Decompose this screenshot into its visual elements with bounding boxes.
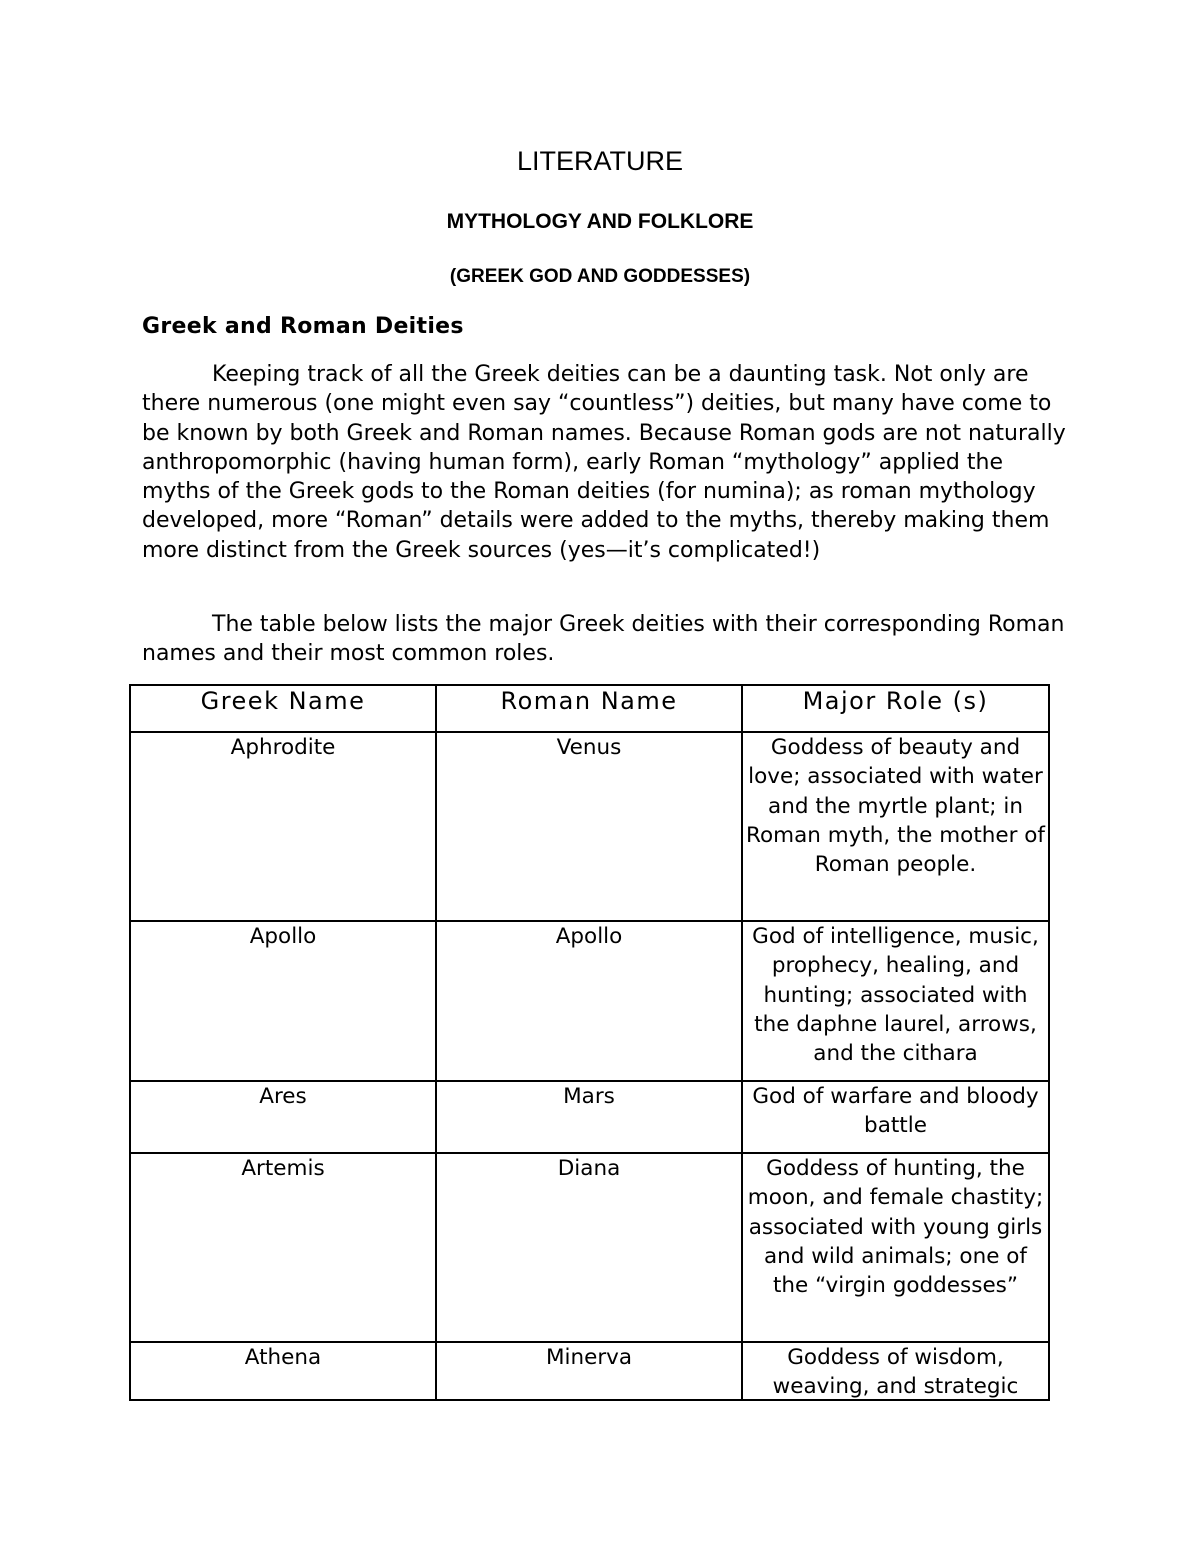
roman-name-cell: Apollo (436, 921, 742, 1081)
deities-table (129, 684, 1050, 1401)
role-cell: God of intelligence, music, prophecy, healing, and hunting; associated with the daphne laurel, arrows, and the cithara (742, 921, 1049, 1081)
role-cell: Goddess of hunting, the moon, and female chastity; associated with young girls and wild animals; one of the “virgin goddesses” (742, 1153, 1049, 1342)
document-parenthetical-subtitle: (GREEK GOD AND GODDESSES) (449, 266, 751, 287)
roman-name-cell: Minerva (436, 1342, 742, 1400)
table-row (130, 1153, 1049, 1342)
roman-name-cell: Diana (436, 1153, 742, 1342)
table-row (130, 921, 1049, 1081)
roman-name-cell: Venus (436, 732, 742, 921)
table-row (130, 732, 1049, 921)
table-header-row (130, 685, 1049, 732)
document-subtitle: MYTHOLOGY AND FOLKLORE (446, 210, 754, 233)
header-greek-name: Greek Name (130, 685, 436, 732)
section-heading: Greek and Roman Deities (142, 314, 464, 339)
role-cell: God of warfare and bloody battle (742, 1081, 1049, 1153)
greek-name-cell: Athena (130, 1342, 436, 1400)
role-cell: Goddess of beauty and love; associated with water and the myrtle plant; in Roman myth, the mother of Roman people. (742, 732, 1049, 921)
greek-name-cell: Artemis (130, 1153, 436, 1342)
roman-name-cell: Mars (436, 1081, 742, 1153)
role-cell (742, 1342, 1049, 1400)
table-row (130, 1081, 1049, 1153)
role-cell-text: Goddess of wisdom, weaving, and strategic (772, 1345, 1019, 1399)
intro-paragraph-text: Keeping track of all the Greek deities can be a daunting task. Not only are there numerous (one might even say “countless”) deities, but many have come to be known by both Greek and Roman names. Because Roman gods are not naturally anthropomorphic (having human form), early Roman “mythology” applied the myths of the Greek gods to the Roman deities (for numina); as roman mythology developed, more “Roman” details were added to the myths, thereby making them more distinct from the Greek sources (yes—it’s complicated!) (142, 362, 1066, 563)
intro-paragraph (142, 360, 1072, 565)
greek-name-cell: Ares (130, 1081, 436, 1153)
greek-name-cell: Aphrodite (130, 732, 436, 921)
table-row (130, 1342, 1049, 1400)
document-title: LITERATURE (516, 146, 684, 176)
table-intro-paragraph (142, 610, 1072, 669)
header-major-role: Major Role (s) (742, 685, 1049, 732)
greek-name-cell: Apollo (130, 921, 436, 1081)
table-intro-paragraph-text: The table below lists the major Greek deities with their corresponding Roman names and their most common roles. (142, 612, 1065, 667)
header-roman-name: Roman Name (436, 685, 742, 732)
